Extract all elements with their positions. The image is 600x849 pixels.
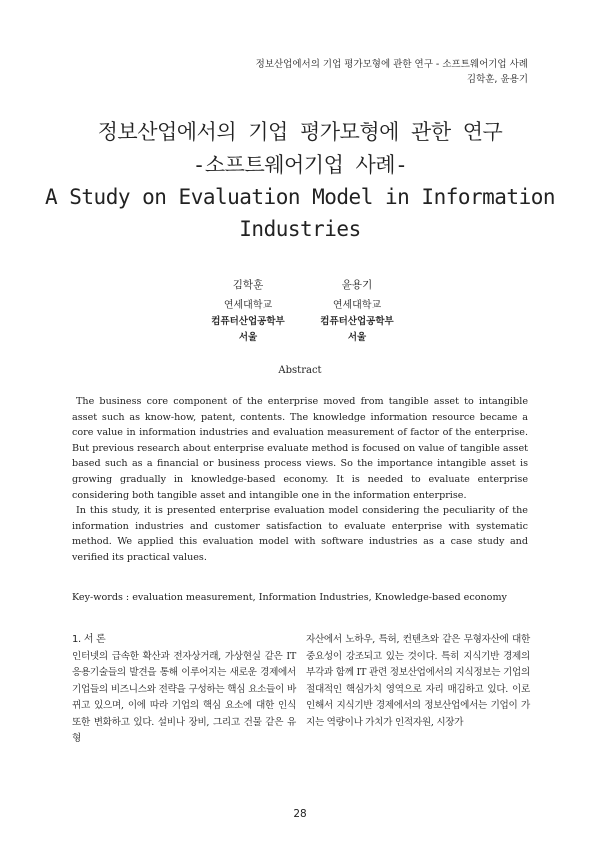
title-korean-line1: 정보산업에서의 기업 평가모형에 관한 연구 (97, 120, 503, 144)
author-2 (287, 277, 427, 346)
title-english-line1: A Study on Evaluation Model in Information (44, 185, 555, 209)
abstract-heading: Abstract (278, 365, 322, 376)
author-org: 연세대학교 (223, 300, 273, 311)
abstract-paragraph: In this study, it is presented enterprise evaluation model considering the peculiarity of the information industries and customer satisfaction to evaluate enterprise with systematic method. We applied this evaluation model with software industries as a case study and verified its practical values. (72, 505, 528, 563)
author-dept: 컴퓨터산업공학부 (211, 316, 285, 327)
abstract-paragraph: The business core component of the enterprise moved from tangible asset to intangible asset such as know-how, patent, contents. The knowledge information resource became a core value in information industries and evaluation measurement of factor of the enterprise. But previous research about enterprise evaluate method is focused on value of tangible asset based such as a financial or business process views. So the importance intangible asset is growing gradually in knowledge-based economy. It is needed to evaluate enterprise considering both tangible asset and intangible one in the information enterprise. (72, 396, 528, 501)
body-left-column (72, 632, 296, 748)
author-org: 연세대학교 (332, 300, 382, 311)
author-name: 김학훈 (232, 279, 264, 291)
running-header-line2: 김학훈, 윤용기 (466, 74, 528, 85)
abstract-body (72, 394, 528, 566)
body-right-column (306, 632, 530, 731)
title-korean-line2: -소프트웨어기업 사례- (192, 153, 408, 177)
body-text-left: 인터넷의 급속한 확산과 전자상거래, 가상현실 같은 IT 응용기술들의 발견을 통해 이루어지는 새로운 경제에서 기업들의 비즈니스와 전략을 구성하는 핵심 요소들이 바뀌고 있으며, 이에 따라 기업의 핵심 요소에 대한 인식 또한 변화하고 있다. 설비나 장비, 그리고 건물 같은 유형 (72, 650, 296, 744)
body-text-right: 자산에서 노하우, 특허, 컨텐츠와 같은 무형자산에 대한 중요성이 강조되고 있는 것이다. 특히 지식기반 경제의 부각과 함께 IT 관련 정보산업에서의 지식정보는 기업의 절대적인 핵심가치 영역으로 자리 매김하고 있다. 이로 인해서 지식기반 경제에서의 정보산업에서는 기업이 가지는 역량이나 가치가 인적자원, 시장가 (306, 634, 530, 728)
author-city: 서울 (238, 332, 258, 343)
author-city: 서울 (347, 332, 367, 343)
page-number: 28 (293, 808, 307, 820)
keywords: Key-words : evaluation measurement, Information Industries, Knowledge-based economy (72, 592, 507, 603)
author-dept: 컴퓨터산업공학부 (320, 316, 394, 327)
title-english-line2: Industries (239, 217, 361, 241)
author-name: 윤용기 (341, 279, 373, 291)
running-header-line1: 정보산업에서의 기업 평가모형에 관한 연구 - 소프트웨어기업 사례 (255, 59, 528, 70)
section-heading: 1. 서 론 (72, 634, 106, 645)
